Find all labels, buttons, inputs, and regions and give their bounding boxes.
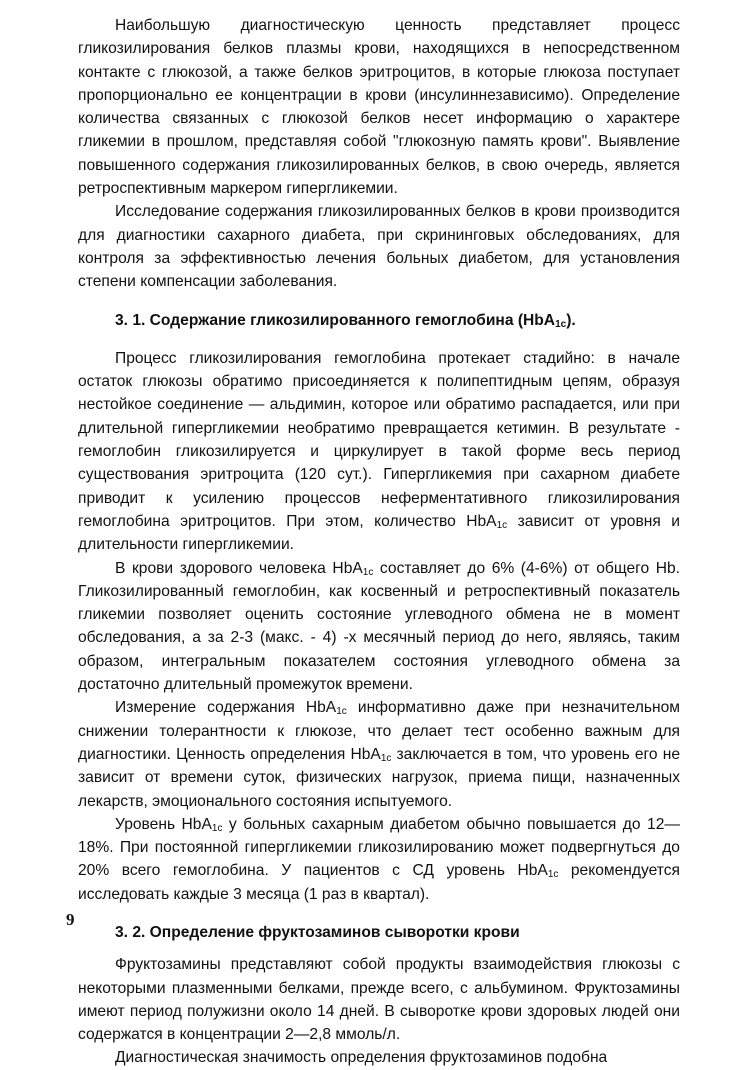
text-run: Процесс гликозилирования гемоглобина протекает стадийно: в начале остаток глюкозы обратимо присоединяется к полипептидным цепям, образуя нестойкое соединение — альдимин, которое или обратимо распадается, или при длительной гипергликемии необратимо превращается кетимин. В результате - гемоглобин гликозилируется и циркулирует в такой форме весь период существования эритроцита (120 сут.). Гипергликемия при сахарном диабете приводит к усилению процессов неферментативного гликозилирования гемоглобина эритроцитов. При этом, количество HbA (78, 349, 680, 530)
subscript: 1c (362, 566, 374, 578)
document-page (78, 14, 680, 1070)
intro-paragraph-1: Наибольшую диагностическую ценность представляет процесс гликозилирования белков плазмы крови, находящихся в непосредственном контакте с глюкозой, а также белков эритроцитов, в которые глюкоза поступает пропорционально ее концентрации в крови (инсулиннезависимо). Определение количества связанных с глюкозой белков несет информацию о характере гликемии в прошлом, представляя собой "глюкозную память крови". Выявление повышенного содержания гликозилированных белков, в свою очередь, является ретроспективным маркером гипергликемии. (78, 17, 680, 198)
text-run: Измерение содержания HbA (115, 699, 337, 717)
text-run: у больных сахарным диабетом обычно повышается до 12—18%. При постоянной гипергликемии гликозилированию может подвергнуться до 20% всего гемоглобина. У пациентов с СД уровень HbA (78, 815, 680, 880)
intro-paragraph-2: Исследование содержания гликозилированных белков в крови производится для диагностики сахарного диабета, при скрининговых обследованиях, для контроля за эффективностью лечения больных диабетом, для установления степени компенсации заболевания. (78, 203, 680, 291)
text-run: рекомендуется исследовать каждые 3 месяца (1 раз в квартал). (78, 862, 680, 903)
text-run: Уровень HbA (115, 815, 212, 833)
section-3-1-paragraph-3 (78, 696, 680, 812)
section-3-1-paragraph-4 (78, 813, 680, 906)
heading-3-1-sub: 1c (555, 318, 567, 330)
section-heading-3-2: 3. 2. Определение фруктозаминов сыворотки крови (115, 923, 520, 941)
heading-3-1-text: 3. 1. Содержание гликозилированного гемоглобина (HbA (115, 311, 556, 329)
heading-3-1-end: ). (566, 311, 576, 329)
section-3-1-paragraph-2 (78, 557, 680, 697)
subscript: 1c (380, 752, 392, 764)
subscript: 1c (211, 822, 223, 834)
section-3-2-paragraph-2: Диагностическая значимость определения фруктозаминов подобна (115, 1049, 608, 1067)
text-run: заключается в том, что уровень его не зависит от времени суток, физических нагрузок, приема пищи, назначенных лекарств, эмоционального состояния испытуемого. (78, 745, 680, 810)
text-run: В крови здорового человека HbA (115, 559, 363, 577)
subscript: 1c (496, 519, 508, 531)
section-3-1-paragraph-1 (78, 347, 680, 557)
page-number: 9 (66, 910, 75, 929)
section-heading-3-1 (78, 309, 680, 332)
subscript: 1c (547, 869, 559, 881)
text-run: информативно даже при незначительном снижении толерантности к глюкозе, что делает тест особенно важным для диагностики. Ценность определения HbA (78, 699, 680, 763)
text-run: зависит от уровня и длительности гипергликемии. (78, 512, 680, 554)
text-run: составляет до 6% (4-6%) от общего Hb. Гликозилированный гемоглобин, как косвенный и ретроспективный показатель гликемии позволяет оценить состояние углеводного обмена не в момент обследования, а за 2-3 (макс. - 4) -х месячный период до него, являясь, таким образом, интегральным показателем состояния углеводного обмена за достаточно длительный промежуток времени. (78, 559, 681, 694)
section-3-2-paragraph-1: Фруктозамины представляют собой продукты взаимодействия глюкозы с некоторыми плазменными белками, прежде всего, с альбумином. Фруктозамины имеют период полужизни около 14 дней. В сыворотке крови здоровых людей они содержатся в концентрации 2—2,8 ммоль/л. (78, 956, 680, 1044)
subscript: 1c (336, 706, 347, 718)
